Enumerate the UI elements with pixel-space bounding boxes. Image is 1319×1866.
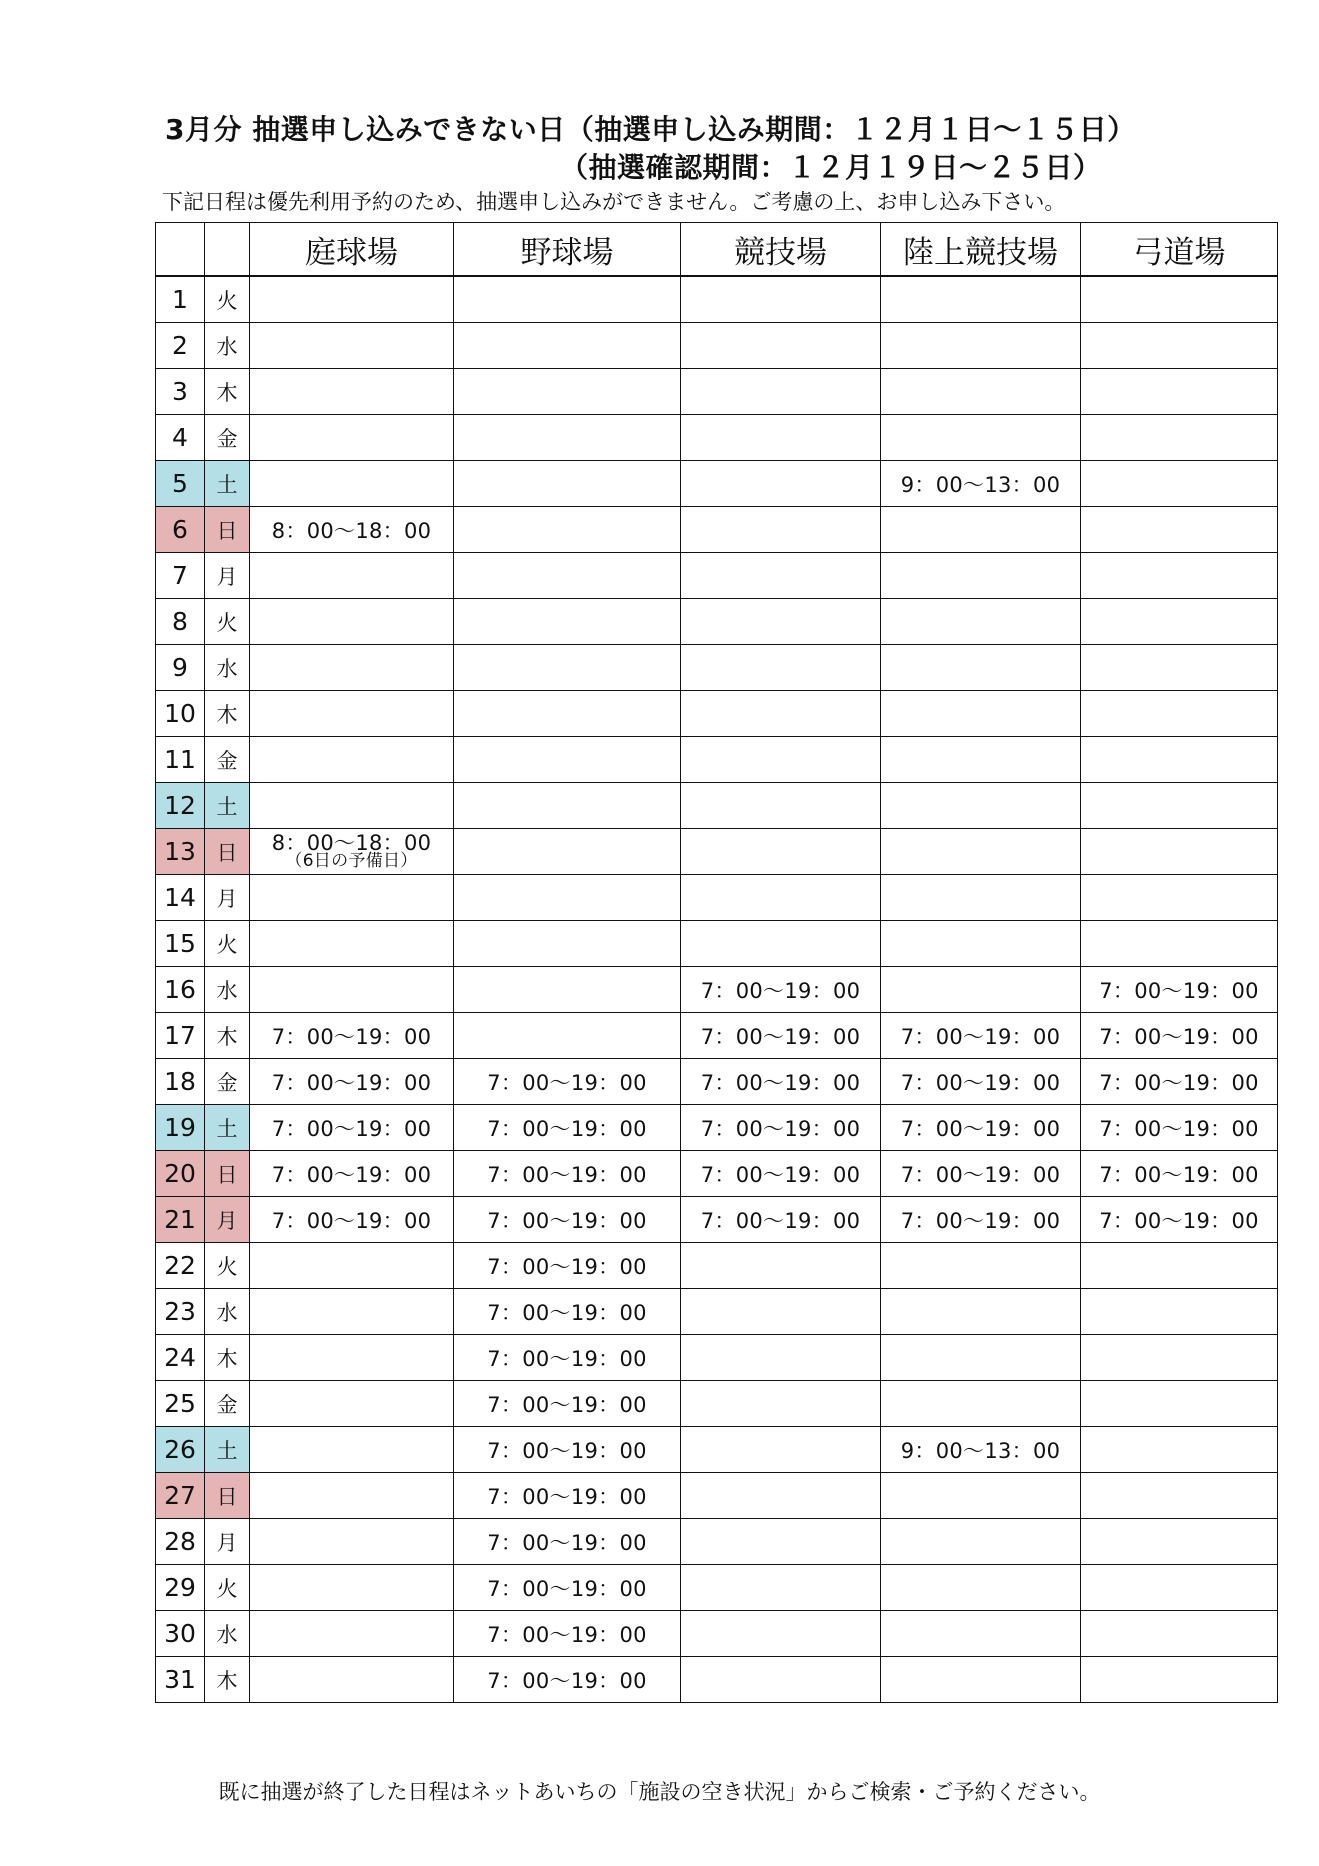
reserved-time-cell: 7：00～19：00: [454, 1565, 681, 1611]
reserved-time-cell: [881, 415, 1081, 461]
day-number: 18: [156, 1059, 205, 1105]
reserved-time-cell: [250, 599, 454, 645]
reserved-time-cell: [881, 1657, 1081, 1703]
reserved-time-cell: [454, 921, 681, 967]
reserved-time-cell: [1081, 645, 1278, 691]
reserved-time-cell: [881, 1611, 1081, 1657]
reserved-time-cell: [1081, 1243, 1278, 1289]
day-of-week: 土: [205, 783, 250, 829]
reserved-time-cell: [250, 323, 454, 369]
day-of-week: 日: [205, 1151, 250, 1197]
reserved-time-cell: 7：00～19：00: [250, 1105, 454, 1151]
reserved-time-cell: [881, 599, 1081, 645]
table-row: [156, 1013, 1278, 1059]
reserved-time-cell: 7：00～19：00: [881, 1151, 1081, 1197]
day-number: 25: [156, 1381, 205, 1427]
reserved-time-cell: [1081, 1657, 1278, 1703]
page-title-confirmation-period: （抽選確認期間：１２月１９日～２５日）: [560, 151, 1102, 184]
reserved-time-cell: 7：00～19：00: [454, 1105, 681, 1151]
reserved-time-cell: 7：00～19：00: [681, 1105, 881, 1151]
reserved-time-cell: [681, 553, 881, 599]
reserved-time-cell: [1081, 737, 1278, 783]
reserved-time-cell: 9：00～13：00: [881, 1427, 1081, 1473]
day-of-week: 金: [205, 737, 250, 783]
reserved-time-cell: 7：00～19：00: [454, 1335, 681, 1381]
table-row: [156, 921, 1278, 967]
reserved-time-cell: 7：00～19：00: [250, 1197, 454, 1243]
reserved-time-cell: [881, 921, 1081, 967]
reserved-time-cell: [881, 875, 1081, 921]
reserved-time-cell: [454, 369, 681, 415]
reserved-time-cell: [1081, 1289, 1278, 1335]
table-row: [156, 1381, 1278, 1427]
reserved-time-cell: 7：00～19：00: [454, 1197, 681, 1243]
reserved-time-cell: [1081, 875, 1278, 921]
header-facility: 陸上競技場: [881, 223, 1081, 277]
reserved-time-cell: [250, 1427, 454, 1473]
reserved-time-cell: 7：00～19：00: [250, 1151, 454, 1197]
table-row: [156, 1289, 1278, 1335]
reserved-time-cell: [1081, 323, 1278, 369]
reserved-time-cell: [1081, 1473, 1278, 1519]
day-number: 4: [156, 415, 205, 461]
reserved-time-cell: 7：00～19：00: [454, 1657, 681, 1703]
reserved-time-cell: [250, 1243, 454, 1289]
table-row: [156, 1611, 1278, 1657]
reserved-time-cell: [681, 323, 881, 369]
reserved-time-cell: [1081, 691, 1278, 737]
reserved-time-cell: [454, 829, 681, 875]
reserved-time-cell: 7：00～19：00: [1081, 1151, 1278, 1197]
schedule-table: [155, 222, 1278, 1703]
day-number: 19: [156, 1105, 205, 1151]
day-of-week: 水: [205, 1289, 250, 1335]
table-row: [156, 1197, 1278, 1243]
reserved-time-cell: 7：00～19：00: [681, 1197, 881, 1243]
day-of-week: 火: [205, 921, 250, 967]
reserved-time-cell: 7：00～19：00: [881, 1013, 1081, 1059]
reserved-time-cell: [1081, 1565, 1278, 1611]
header-dow-blank: [205, 223, 250, 277]
table-row: [156, 1473, 1278, 1519]
reserved-time-cell: [250, 645, 454, 691]
reserved-time-cell: [681, 921, 881, 967]
table-row: [156, 1059, 1278, 1105]
reserved-time-cell: [454, 967, 681, 1013]
day-number: 13: [156, 829, 205, 875]
day-number: 16: [156, 967, 205, 1013]
day-of-week: 水: [205, 645, 250, 691]
reserved-time-cell: [1081, 276, 1278, 323]
reserved-time-cell: 7：00～19：00: [681, 1151, 881, 1197]
reserved-time-cell: [250, 1519, 454, 1565]
day-number: 17: [156, 1013, 205, 1059]
reserved-time-cell: 7：00～19：00: [1081, 1059, 1278, 1105]
schedule-body: [156, 276, 1278, 1703]
table-row: [156, 1657, 1278, 1703]
reserved-time-cell: 7：00～19：00: [454, 1381, 681, 1427]
day-of-week: 水: [205, 1611, 250, 1657]
reserved-time-cell: [681, 415, 881, 461]
day-number: 7: [156, 553, 205, 599]
day-of-week: 木: [205, 1657, 250, 1703]
reserved-time-cell: [881, 323, 1081, 369]
reserved-time-cell: [250, 921, 454, 967]
reserved-time-cell: [1081, 369, 1278, 415]
table-row: [156, 691, 1278, 737]
reserved-time-cell: [1081, 1611, 1278, 1657]
table-row: [156, 1151, 1278, 1197]
reserved-time-cell: [1081, 921, 1278, 967]
table-row: [156, 369, 1278, 415]
table-row: [156, 737, 1278, 783]
table-row: [156, 553, 1278, 599]
reserved-time-cell: 7：00～19：00: [454, 1611, 681, 1657]
reserved-time-cell: 7：00～19：00: [881, 1105, 1081, 1151]
day-of-week: 木: [205, 369, 250, 415]
reserved-time-cell: [250, 276, 454, 323]
day-number: 12: [156, 783, 205, 829]
reserved-time-cell: 7：00～19：00: [454, 1473, 681, 1519]
reserved-time-cell: [681, 369, 881, 415]
reserved-time-cell: [250, 737, 454, 783]
day-number: 29: [156, 1565, 205, 1611]
reserved-time-cell: 9：00～13：00: [881, 461, 1081, 507]
reserved-time-cell: 7：00～19：00: [250, 1059, 454, 1105]
table-row: [156, 507, 1278, 553]
day-of-week: 日: [205, 507, 250, 553]
reserved-time-cell: [454, 783, 681, 829]
table-row: [156, 323, 1278, 369]
reserved-time-cell: 7：00～19：00: [881, 1197, 1081, 1243]
reserved-time-cell: [1081, 415, 1278, 461]
day-number: 28: [156, 1519, 205, 1565]
reserved-time-cell: [681, 829, 881, 875]
table-row: [156, 461, 1278, 507]
reserved-time-cell: [454, 553, 681, 599]
table-row: [156, 1243, 1278, 1289]
reserved-time-cell: [881, 1473, 1081, 1519]
reserved-time-cell: [681, 1473, 881, 1519]
day-number: 30: [156, 1611, 205, 1657]
reserved-time-cell: [454, 691, 681, 737]
table-row: [156, 1565, 1278, 1611]
reserved-time-cell: [881, 507, 1081, 553]
day-number: 11: [156, 737, 205, 783]
reserved-time-cell: [881, 783, 1081, 829]
reserved-time-cell: 7：00～19：00: [881, 1059, 1081, 1105]
reserved-time-cell: 7：00～19：00: [1081, 1197, 1278, 1243]
reserved-time-cell: [250, 369, 454, 415]
footer-note: 既に抽選が終了した日程はネットあいちの「施設の空き状況」からご検索・ご予約ください。: [218, 1780, 1101, 1804]
day-number: 31: [156, 1657, 205, 1703]
reserved-time-cell: [881, 553, 1081, 599]
day-of-week: 木: [205, 691, 250, 737]
day-number: 6: [156, 507, 205, 553]
reserved-time-cell: [681, 1427, 881, 1473]
day-of-week: 木: [205, 1013, 250, 1059]
reserved-time-cell: [1081, 461, 1278, 507]
reserved-time-cell: [681, 691, 881, 737]
day-of-week: 水: [205, 967, 250, 1013]
day-number: 20: [156, 1151, 205, 1197]
reserved-time-cell: [250, 691, 454, 737]
reserved-time-cell: [250, 1381, 454, 1427]
day-of-week: 木: [205, 1335, 250, 1381]
reserved-time-cell: [681, 461, 881, 507]
reserved-time-cell: [454, 599, 681, 645]
day-number: 22: [156, 1243, 205, 1289]
day-number: 26: [156, 1427, 205, 1473]
reserved-time-cell: 7：00～19：00: [1081, 1013, 1278, 1059]
reserved-time-cell: [881, 1519, 1081, 1565]
reserved-time-cell: [681, 737, 881, 783]
table-row: [156, 783, 1278, 829]
reserved-time-cell: [250, 1657, 454, 1703]
table-row: [156, 1335, 1278, 1381]
reserved-time-cell: [1081, 829, 1278, 875]
reserved-time-cell: [250, 1289, 454, 1335]
day-number: 1: [156, 276, 205, 323]
reserved-time-cell: 7：00～19：00: [454, 1289, 681, 1335]
reserved-time-cell: [681, 783, 881, 829]
reserved-time-cell: [881, 1243, 1081, 1289]
reserved-time-cell: [454, 461, 681, 507]
reserved-time-cell: [1081, 599, 1278, 645]
table-row: [156, 276, 1278, 323]
reserved-time-cell: [454, 737, 681, 783]
reserved-time-cell: [250, 967, 454, 1013]
reserved-time-cell: [1081, 783, 1278, 829]
reserved-time-cell: [454, 276, 681, 323]
reserved-time-cell: [881, 276, 1081, 323]
reserved-time-cell: 7：00～19：00: [454, 1427, 681, 1473]
reserved-time-cell: [881, 967, 1081, 1013]
reserved-time-cell: [454, 645, 681, 691]
day-of-week: 金: [205, 1381, 250, 1427]
day-of-week: 火: [205, 276, 250, 323]
reserved-time-cell: [881, 1289, 1081, 1335]
day-of-week: 月: [205, 553, 250, 599]
reserved-time-cell: [250, 1565, 454, 1611]
day-of-week: 月: [205, 875, 250, 921]
reserved-time-cell: [681, 507, 881, 553]
reserved-time-cell: 7：00～19：00: [1081, 967, 1278, 1013]
page-title: 3月分 抽選申し込みできない日（抽選申し込み期間：１２月１日～１５日）: [165, 113, 1136, 146]
reserved-time-cell: [250, 783, 454, 829]
reserved-time-cell: [681, 645, 881, 691]
day-number: 10: [156, 691, 205, 737]
day-number: 23: [156, 1289, 205, 1335]
header-facility: 野球場: [454, 223, 681, 277]
header-facility: 弓道場: [1081, 223, 1278, 277]
reserved-time-cell: [1081, 507, 1278, 553]
reserved-time-cell: [250, 1611, 454, 1657]
reserved-time-cell: [1081, 1427, 1278, 1473]
reserved-time-cell: [250, 553, 454, 599]
reserved-time-cell: [250, 1335, 454, 1381]
day-number: 27: [156, 1473, 205, 1519]
reserved-time-cell: [681, 1381, 881, 1427]
day-of-week: 土: [205, 1105, 250, 1151]
reserved-time-cell: [681, 1519, 881, 1565]
day-of-week: 月: [205, 1197, 250, 1243]
reserved-time-cell: 7：00～19：00: [454, 1519, 681, 1565]
table-row: [156, 967, 1278, 1013]
day-of-week: 土: [205, 461, 250, 507]
reserved-time-cell: [1081, 553, 1278, 599]
day-of-week: 火: [205, 1565, 250, 1611]
reserved-time-cell: [681, 1335, 881, 1381]
table-row: [156, 1519, 1278, 1565]
day-of-week: 火: [205, 1243, 250, 1289]
reserved-time-cell: 7：00～19：00: [250, 1013, 454, 1059]
day-number: 2: [156, 323, 205, 369]
reserved-time-cell: [454, 507, 681, 553]
table-row: [156, 599, 1278, 645]
day-of-week: 土: [205, 1427, 250, 1473]
reserved-time-cell: [881, 1381, 1081, 1427]
reserved-time-cell: 7：00～19：00: [454, 1151, 681, 1197]
reserved-time-cell: [1081, 1519, 1278, 1565]
header-day-blank: [156, 223, 205, 277]
reserved-time-cell: [454, 1013, 681, 1059]
reserved-time-cell: [454, 323, 681, 369]
reserved-time-cell: [881, 737, 1081, 783]
reserved-time-cell: 7：00～19：00: [454, 1243, 681, 1289]
table-row: [156, 1105, 1278, 1151]
header-facility: 競技場: [681, 223, 881, 277]
table-header-row: [156, 223, 1278, 277]
reserved-time-cell: [881, 829, 1081, 875]
day-number: 24: [156, 1335, 205, 1381]
reserved-time-cell: [881, 1335, 1081, 1381]
reserved-time-cell: [250, 415, 454, 461]
reserved-time-cell: [250, 1473, 454, 1519]
day-number: 3: [156, 369, 205, 415]
day-number: 14: [156, 875, 205, 921]
header-facility: 庭球場: [250, 223, 454, 277]
table-row: [156, 415, 1278, 461]
reserved-time-cell: [250, 875, 454, 921]
reserved-time-cell: [881, 645, 1081, 691]
reserved-time-cell: [454, 875, 681, 921]
reserved-time-cell: [681, 1611, 881, 1657]
reserved-time-cell: [881, 691, 1081, 737]
reserved-time-cell: [681, 1657, 881, 1703]
reserved-time-cell: [681, 599, 881, 645]
day-number: 9: [156, 645, 205, 691]
day-of-week: 日: [205, 1473, 250, 1519]
table-row: [156, 875, 1278, 921]
reserved-time-cell: [250, 461, 454, 507]
table-row: [156, 829, 1278, 875]
day-of-week: 金: [205, 1059, 250, 1105]
reserved-time-cell: 7：00～19：00: [681, 967, 881, 1013]
reserved-time-cell: [250, 829, 454, 875]
day-number: 8: [156, 599, 205, 645]
reserved-time-cell: 7：00～19：00: [1081, 1105, 1278, 1151]
day-of-week: 水: [205, 323, 250, 369]
day-of-week: 日: [205, 829, 250, 875]
day-of-week: 金: [205, 415, 250, 461]
page-subtitle: 下記日程は優先利用予約のため、抽選申し込みができません。ご考慮の上、お申し込み下さい。: [162, 190, 1066, 214]
reserved-time-cell: [681, 1243, 881, 1289]
table-row: [156, 645, 1278, 691]
reserved-time-cell: [681, 1565, 881, 1611]
reserved-time: 8：00～18：00: [271, 831, 432, 855]
reserved-time-cell: 8：00～18：00: [250, 507, 454, 553]
day-of-week: 火: [205, 599, 250, 645]
day-number: 5: [156, 461, 205, 507]
reserved-time-cell: 7：00～19：00: [681, 1059, 881, 1105]
reserved-time-cell: [681, 276, 881, 323]
day-number: 15: [156, 921, 205, 967]
day-number: 21: [156, 1197, 205, 1243]
reserved-time-cell: [881, 369, 1081, 415]
reserved-time-cell: 7：00～19：00: [681, 1013, 881, 1059]
reserved-time-cell: [881, 1565, 1081, 1611]
reserved-time-cell: [454, 415, 681, 461]
day-of-week: 月: [205, 1519, 250, 1565]
reserved-time-cell: 7：00～19：00: [454, 1059, 681, 1105]
reserved-time-cell: [681, 1289, 881, 1335]
reserved-time-cell: [681, 875, 881, 921]
reserve-day-note: （6日の予備日）: [285, 851, 418, 871]
table-row: [156, 1427, 1278, 1473]
reserved-time-cell: [1081, 1381, 1278, 1427]
reserved-time-cell: [1081, 1335, 1278, 1381]
